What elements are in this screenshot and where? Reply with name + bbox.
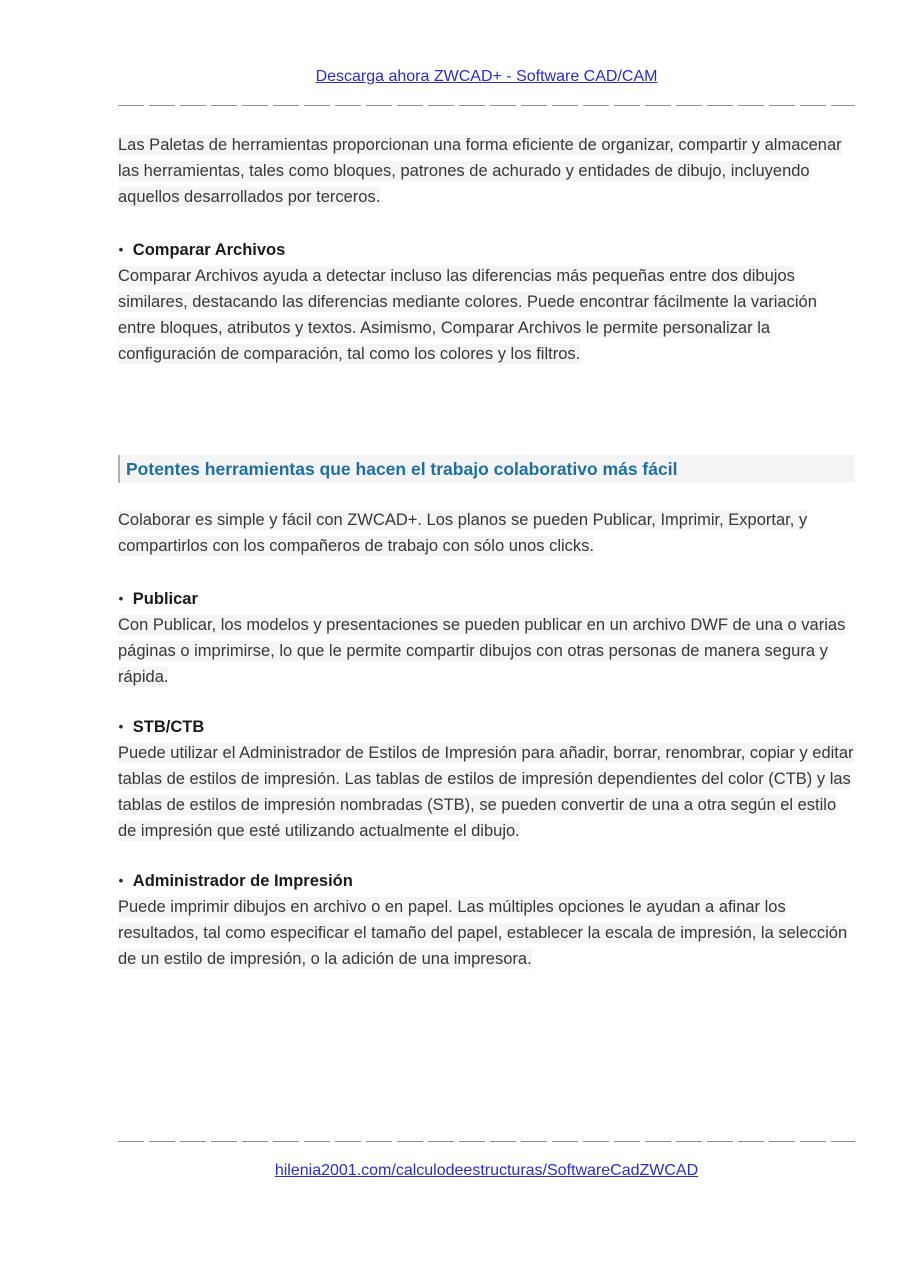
stb-ctb-text: Puede utilizar el Administrador de Estilos de Impresión para añadir, borrar, renombrar, copiar y editar tablas de estilos de impresión. Las tablas de estilos de impresión dependientes del color (CTB) y las tablas de estilos de impresión nombradas (STB), se pueden convertir de una a otra según el estilo de impresión que esté utilizando actualmente el dibujo. [118,744,854,840]
publicar-text: Con Publicar, los modelos y presentaciones se pueden publicar en un archivo DWF de una o varias páginas o imprimirse, lo que le permite compartir dibujos con otras personas de manera segura y rápida. [118,616,846,686]
section-heading-band [118,455,855,483]
stb-ctb-paragraph [118,740,855,844]
bullet-heading-label: Administrador de Impresión [132,872,353,890]
comparar-archivos-text: Comparar Archivos ayuda a detectar incluso las diferencias más pequeñas entre dos dibujos similares, destacando las diferencias mediante colores. Puede encontrar fácilmente la variación entre bloques, atributos y textos. Asimismo, Comparar Archivos le permite personalizar la configuración de comparación, tal como los colores y los filtros. [118,267,817,363]
intro-paragraph [118,132,855,210]
administrador-impresion-paragraph [118,894,855,972]
bullet-icon: • [118,719,124,735]
bullet-heading-comparar-archivos [118,237,855,263]
publicar-paragraph [118,612,855,690]
bullet-heading-administrador-impresion [118,868,855,894]
bullet-heading-label: Publicar [132,590,198,608]
section-heading-colaborativo: Potentes herramientas que hacen el trabajo colaborativo más fácil [126,459,678,479]
bullet-heading-publicar [118,586,855,612]
intro-paragraph-text: Las Paletas de herramientas proporcionan una forma eficiente de organizar, compartir y almacenar las herramientas, tales como bloques, patrones de achurado y entidades de dibujo, incluyendo aquellos desarrollados por terceros. [118,136,842,206]
comparar-archivos-paragraph [118,263,855,367]
page-header [118,66,855,88]
bullet-heading-label: Comparar Archivos [132,241,286,259]
footer-source-link[interactable]: hilenia2001.com/calculodeestructuras/SoftwareCadZWCAD [274,1162,699,1179]
collab-intro-paragraph [118,507,855,559]
bottom-separator [118,1140,855,1142]
administrador-impresion-text: Puede imprimir dibujos en archivo o en papel. Las múltiples opciones le ayudan a afinar los resultados, tal como especificar el tamaño del papel, establecer la escala de impresión, la selección de un estilo de impresión, o la adición de una impresora. [118,898,848,968]
header-download-link[interactable]: Descarga ahora ZWCAD+ - Software CAD/CAM [315,68,658,85]
collab-intro-text: Colaborar es simple y fácil con ZWCAD+. Los planos se pueden Publicar, Imprimir, Exportar, y compartirlos con los compañeros de trabajo con sólo unos clicks. [118,511,808,555]
top-separator [118,104,855,106]
bullet-icon: • [118,873,124,889]
bullet-icon: • [118,242,124,258]
bullet-icon: • [118,591,124,607]
page-footer [118,1160,855,1182]
bullet-heading-label: STB/CTB [132,718,205,736]
bullet-heading-stb-ctb [118,714,855,740]
